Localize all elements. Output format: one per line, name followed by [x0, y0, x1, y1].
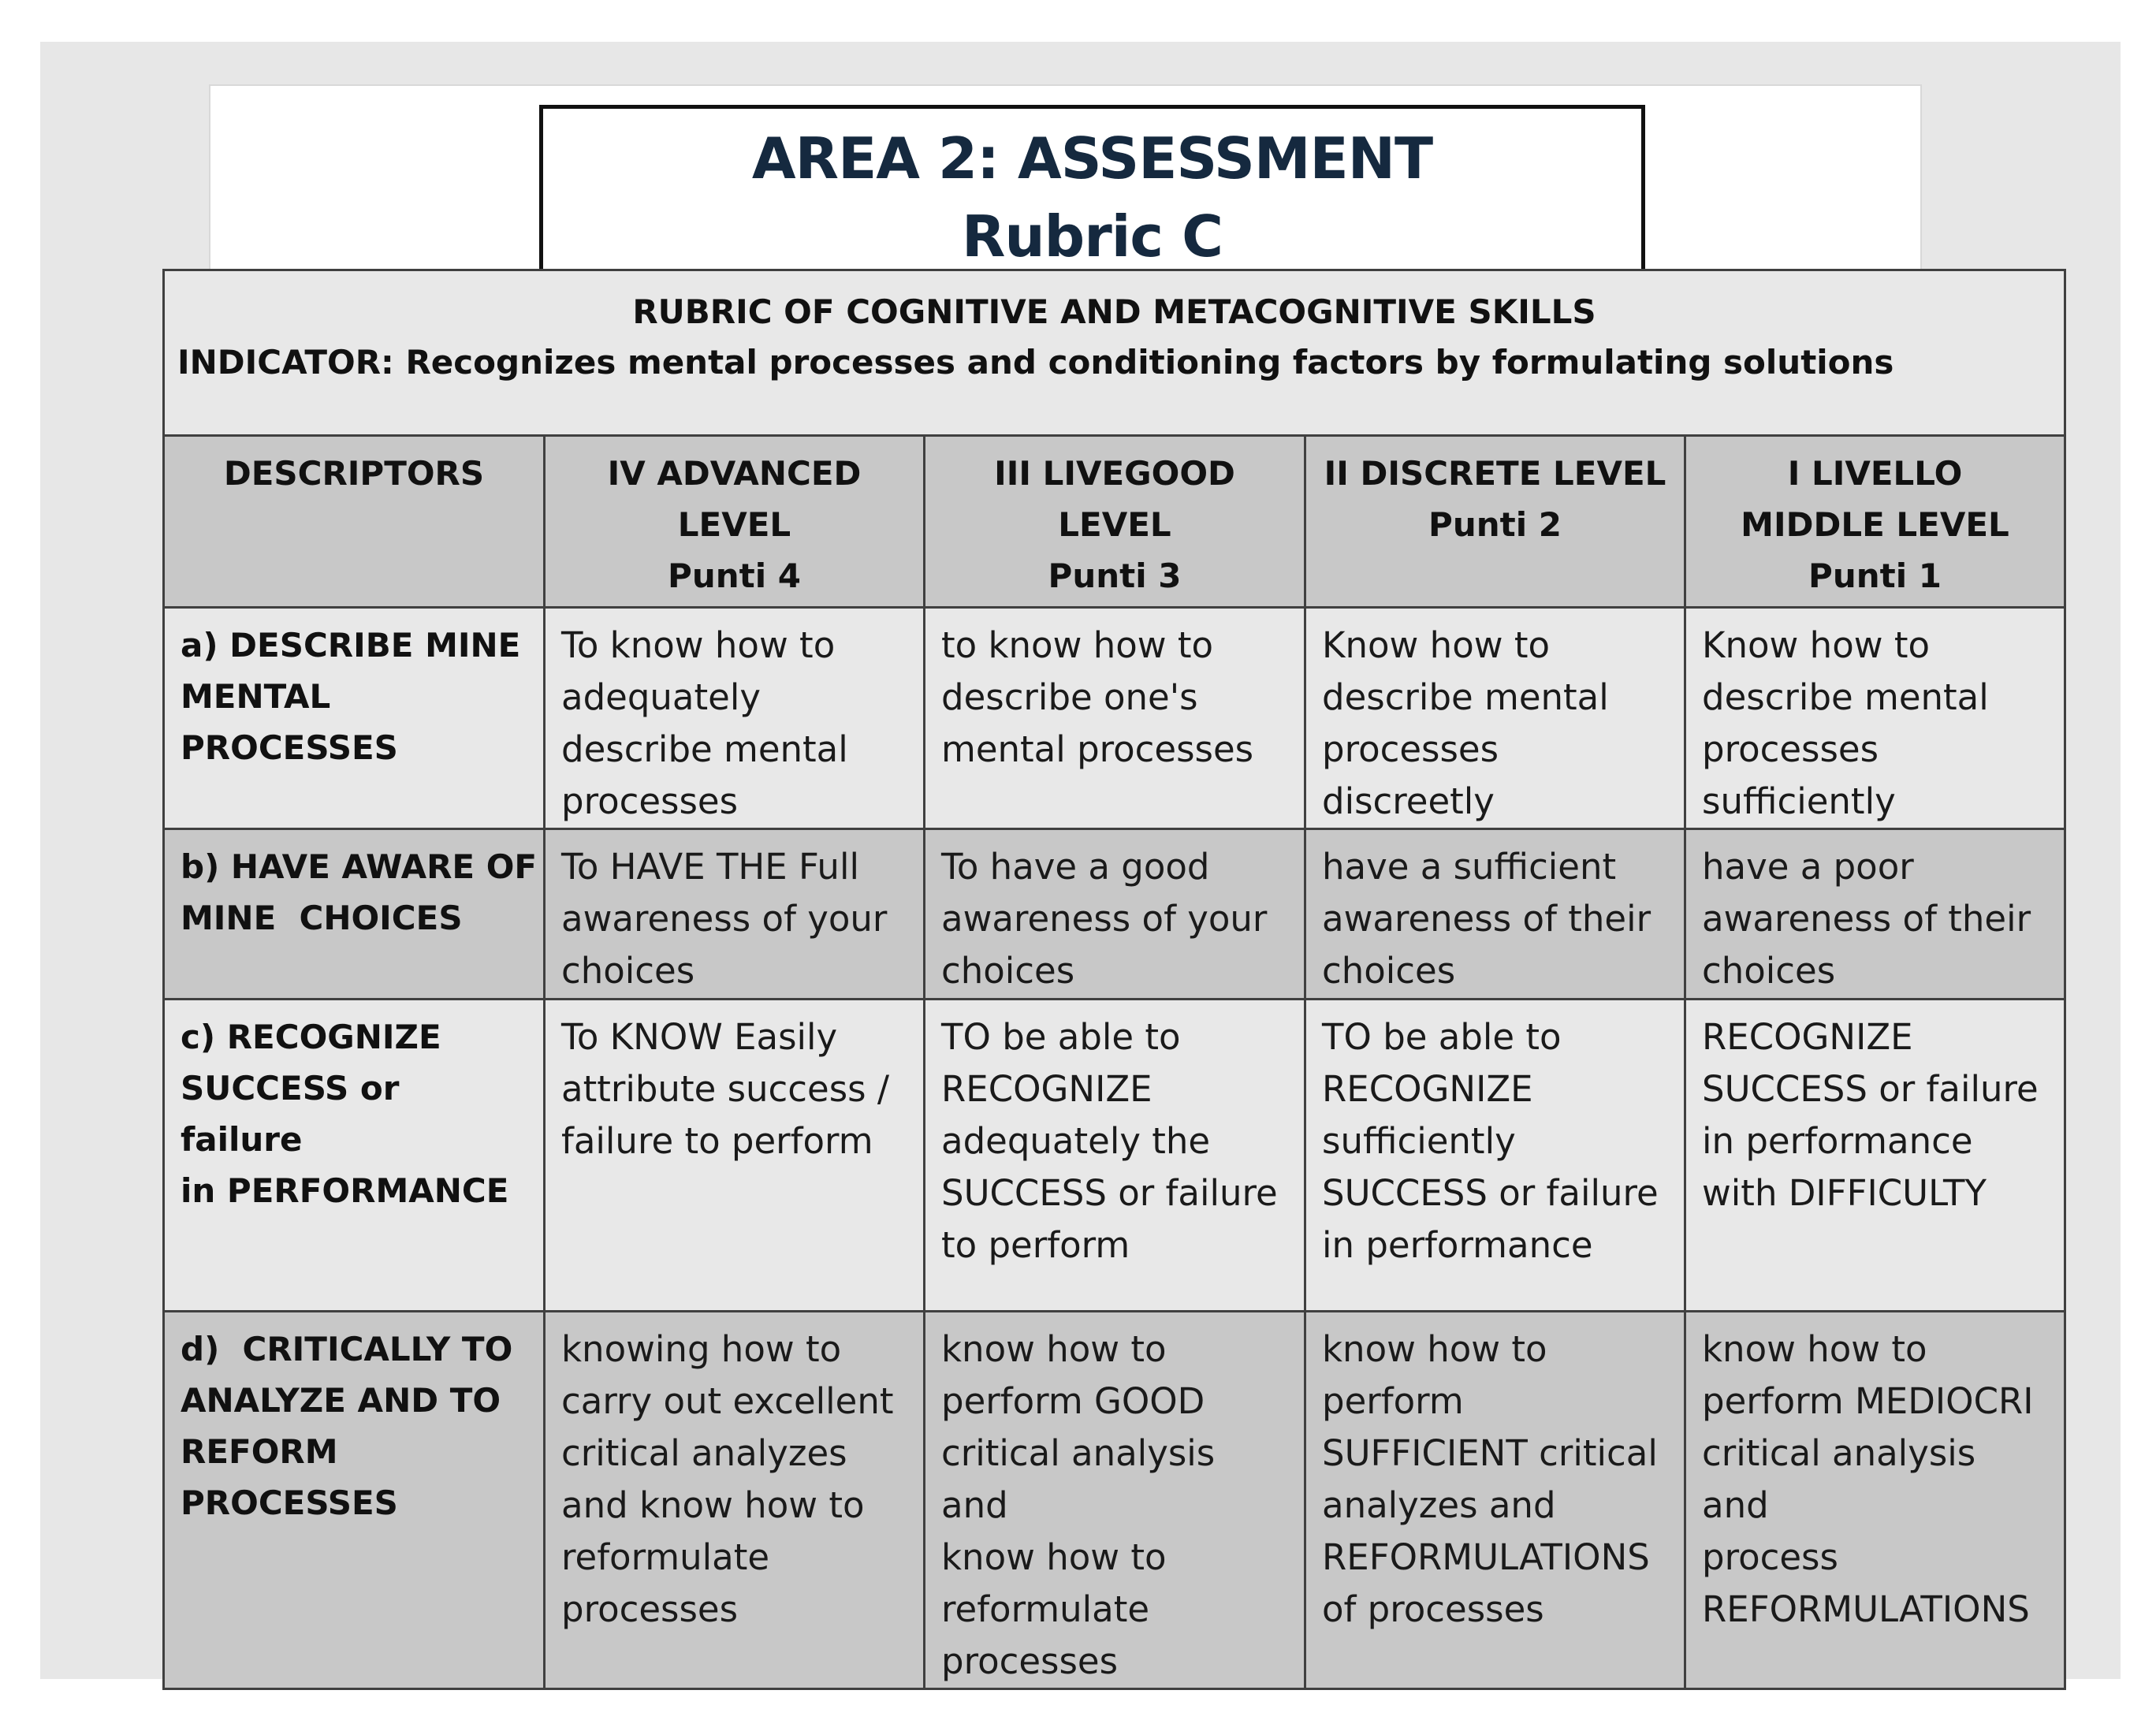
level-4-cell: [545, 1312, 925, 1689]
level-1-cell: [1685, 829, 2065, 1000]
cell-line: choices: [1702, 950, 1836, 992]
cell-line: describe mental: [1702, 676, 1989, 718]
level-2-cell: [1305, 1000, 1685, 1312]
cell-line: in performance: [1702, 1120, 1973, 1162]
cell-line: in performance: [1322, 1224, 1593, 1266]
level-1-cell: [1685, 1000, 2065, 1312]
cell-line: perform: [1322, 1380, 1464, 1422]
level-4-cell: [545, 1000, 925, 1312]
cell-line: RECOGNIZE: [1702, 1016, 1913, 1058]
cell-line: adequately the: [941, 1120, 1211, 1162]
cell-line: TO be able to: [941, 1016, 1181, 1058]
column-header-level-4: [545, 436, 925, 608]
level-4-cell: [545, 829, 925, 1000]
cell-line: to perform: [941, 1224, 1130, 1266]
cell-line: reformulate: [561, 1536, 770, 1578]
cell-line: awareness of your: [561, 898, 888, 940]
column-header-line: DESCRIPTORS: [223, 454, 485, 493]
descriptor-line: d) CRITICALLY TO: [181, 1330, 513, 1368]
cell-line: process: [1702, 1536, 1838, 1578]
rubric-heading: RUBRIC OF COGNITIVE AND METACOGNITIVE SKILLS: [632, 292, 1596, 331]
level-2-cell: [1305, 829, 1685, 1000]
cell-line: know how to: [941, 1536, 1167, 1578]
cell-line: critical analysis and: [941, 1432, 1216, 1526]
level-3-cell: [925, 608, 1305, 829]
cell-line: Know how to: [1322, 624, 1551, 666]
descriptor-line: ANALYZE AND TO: [181, 1381, 501, 1420]
title-box: [539, 105, 1645, 286]
cell-line: To have a good: [941, 846, 1210, 888]
descriptor-cell: [164, 608, 545, 829]
page-subtitle: Rubric C: [961, 203, 1223, 270]
cell-line: have a poor: [1702, 846, 1914, 888]
rubric-row-b: [164, 829, 2065, 1000]
cell-line: have a sufficient: [1322, 846, 1617, 888]
cell-line: processes: [1702, 728, 1879, 770]
descriptor-line: b) HAVE AWARE OF: [181, 847, 538, 886]
page-title: AREA 2: ASSESSMENT: [751, 125, 1433, 192]
level-3-cell: [925, 1312, 1305, 1689]
descriptor-line: SUCCESS or failure: [181, 1069, 400, 1159]
cell-line: carry out excellent: [561, 1380, 894, 1422]
cell-line: RECOGNIZE: [1322, 1068, 1533, 1110]
rubric-table: [162, 269, 2066, 1690]
cell-line: to know how to: [941, 624, 1214, 666]
cell-line: choices: [941, 950, 1075, 992]
cell-line: To KNOW Easily: [561, 1016, 838, 1058]
column-header-line: IV ADVANCED: [607, 454, 862, 493]
cell-line: To know how to: [561, 624, 836, 666]
cell-line: mental processes: [941, 728, 1254, 770]
cell-line: To HAVE THE Full: [561, 846, 859, 888]
cell-line: choices: [1322, 950, 1456, 992]
cell-line: of processes: [1322, 1588, 1544, 1630]
cell-line: describe mental: [561, 728, 848, 770]
cell-line: critical analyzes: [561, 1432, 847, 1474]
cell-line: REFORMULATIONS: [1702, 1588, 2030, 1630]
rubric-indicator: INDICATOR: Recognizes mental processes and conditioning factors by formulating solutions: [177, 343, 1894, 382]
cell-line: know how to: [941, 1328, 1167, 1370]
descriptor-line: PROCESSES: [181, 728, 398, 767]
descriptor-line: PROCESSES: [181, 1484, 398, 1522]
cell-line: attribute success /: [561, 1068, 890, 1110]
cell-line: SUFFICIENT critical: [1322, 1432, 1658, 1474]
descriptor-cell: [164, 829, 545, 1000]
descriptor-line: a) DESCRIBE MINE: [181, 626, 521, 665]
cell-line: adequately: [561, 676, 761, 718]
column-header-descriptors: [164, 436, 545, 608]
level-3-cell: [925, 1000, 1305, 1312]
cell-line: knowing how to: [561, 1328, 842, 1370]
cell-line: perform MEDIOCRI: [1702, 1380, 2034, 1422]
level-1-cell: [1685, 1312, 2065, 1689]
cell-line: processes: [1322, 728, 1499, 770]
column-header-line: LEVEL: [677, 505, 791, 544]
cell-line: and know how to: [561, 1484, 865, 1526]
rubric-row-a: [164, 608, 2065, 829]
level-4-cell: [545, 608, 925, 829]
cell-line: with DIFFICULTY: [1702, 1172, 1987, 1214]
column-header-line: I LIVELLO: [1787, 454, 1963, 493]
descriptor-cell: [164, 1312, 545, 1689]
cell-line: perform GOOD: [941, 1380, 1205, 1422]
cell-line: TO be able to: [1322, 1016, 1562, 1058]
cell-line: know how to: [1322, 1328, 1547, 1370]
descriptor-cell: [164, 1000, 545, 1312]
cell-line: describe mental: [1322, 676, 1609, 718]
cell-line: processes: [561, 780, 739, 822]
cell-line: analyzes and: [1322, 1484, 1556, 1526]
column-header-line: III LIVEGOOD LEVEL: [994, 454, 1235, 544]
cell-line: reformulate: [941, 1588, 1150, 1630]
rubric-header-row: [164, 270, 2065, 436]
rubric-header: [164, 270, 2065, 436]
cell-line: describe one's: [941, 676, 1198, 718]
cell-line: SUCCESS or failure: [1322, 1172, 1659, 1214]
level-1-cell: [1685, 608, 2065, 829]
cell-line: know how to: [1702, 1328, 1927, 1370]
column-header-line: Punti 4: [668, 557, 801, 595]
level-2-cell: [1305, 608, 1685, 829]
descriptor-line: in PERFORMANCE: [181, 1171, 509, 1210]
column-header-level-1: [1685, 436, 2065, 608]
cell-line: processes: [941, 1640, 1119, 1682]
level-2-cell: [1305, 1312, 1685, 1689]
cell-line: Know how to: [1702, 624, 1931, 666]
column-header-level-2: [1305, 436, 1685, 608]
rubric-row-c: [164, 1000, 2065, 1312]
cell-line: discreetly: [1322, 780, 1495, 822]
column-header-line: II DISCRETE LEVEL: [1324, 454, 1666, 493]
cell-line: REFORMULATIONS: [1322, 1536, 1650, 1578]
column-header-level-3: [925, 436, 1305, 608]
cell-line: awareness of their: [1322, 898, 1651, 940]
cell-line: sufficiently: [1702, 780, 1896, 822]
rubric-row-d: [164, 1312, 2065, 1689]
cell-line: SUCCESS or failure: [1702, 1068, 2039, 1110]
cell-line: SUCCESS or failure: [941, 1172, 1278, 1214]
cell-line: failure to perform: [561, 1120, 873, 1162]
cell-line: awareness of their: [1702, 898, 2031, 940]
descriptor-line: REFORM: [181, 1432, 338, 1471]
descriptor-line: c) RECOGNIZE: [181, 1018, 441, 1056]
cell-line: processes: [561, 1588, 739, 1630]
column-header-line: Punti 3: [1048, 557, 1182, 595]
column-header-line: MIDDLE LEVEL: [1741, 505, 2009, 544]
descriptor-line: MINE CHOICES: [181, 899, 463, 937]
descriptor-line: MENTAL: [181, 677, 331, 716]
column-header-line: Punti 1: [1808, 557, 1942, 595]
level-3-cell: [925, 829, 1305, 1000]
cell-line: awareness of your: [941, 898, 1268, 940]
column-header-row: [164, 436, 2065, 608]
cell-line: critical analysis and: [1702, 1432, 1976, 1526]
cell-line: choices: [561, 950, 695, 992]
column-header-line: Punti 2: [1428, 505, 1562, 544]
cell-line: RECOGNIZE: [941, 1068, 1152, 1110]
cell-line: sufficiently: [1322, 1120, 1516, 1162]
